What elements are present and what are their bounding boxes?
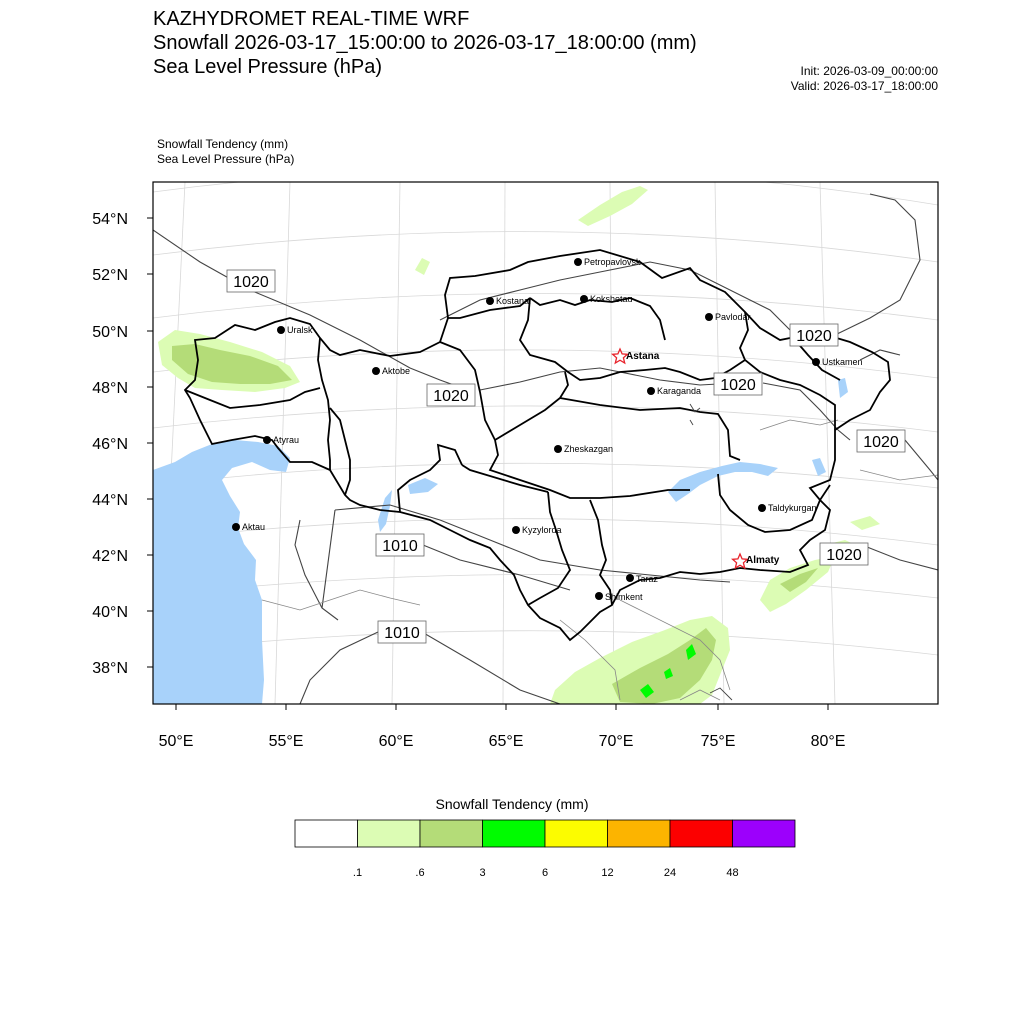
colorbar-label: 6 — [541, 867, 549, 879]
city-dot — [232, 523, 240, 531]
colorbar-bin — [608, 820, 671, 847]
city-label-uralsk: Uralsk — [287, 325, 313, 335]
lon-label: 60°E — [378, 733, 414, 750]
city-dot — [758, 504, 766, 512]
lon-label: 80°E — [810, 733, 846, 750]
city-dot — [486, 297, 494, 305]
city-label-kostanai: Kostanai — [496, 296, 532, 306]
colorbar-bin — [358, 820, 421, 847]
colorbar-bin — [670, 820, 733, 847]
title-line-1: KAZHYDROMET REAL-TIME WRF — [153, 8, 470, 30]
city-label-almaty: Almaty — [746, 555, 780, 566]
city-dot — [512, 526, 520, 534]
city-label-shimkent: Shimkent — [605, 592, 643, 602]
graticule — [153, 169, 938, 704]
city-label-zheskazgan: Zheskazgan — [564, 444, 614, 454]
colorbar-bin — [733, 820, 796, 847]
colorbar-label: .1 — [352, 867, 363, 879]
city-dot — [277, 326, 285, 334]
city-dot — [705, 313, 713, 321]
lat-label: 40°N — [92, 604, 128, 621]
lat-label: 52°N — [92, 267, 128, 284]
city-label-taldykurgan: Taldykurgan — [768, 503, 817, 513]
subtitle-snowfall: Snowfall Tendency (mm) — [157, 137, 289, 151]
city-dot — [580, 295, 588, 303]
city-dot — [626, 574, 634, 582]
city-label-aktau: Aktau — [242, 522, 266, 532]
colorbar-bin — [295, 820, 358, 847]
colorbar-bin — [420, 820, 483, 847]
isobar-label: 1020 — [433, 388, 469, 405]
city-label-karaganda: Karaganda — [657, 386, 702, 396]
lat-label: 44°N — [92, 492, 128, 509]
city-label-taraz: Taraz — [636, 574, 659, 584]
lat-label: 50°N — [92, 324, 128, 341]
city-dot — [812, 358, 820, 366]
city-dot — [647, 387, 655, 395]
lat-label: 54°N — [92, 211, 128, 228]
lat-label: 48°N — [92, 380, 128, 397]
city-label-petropavlovsk: Petropavlovsk — [584, 257, 641, 267]
latitude-labels — [92, 211, 128, 677]
city-dot — [372, 367, 380, 375]
valid-time: Valid: 2026-03-17_18:00:00 — [790, 79, 938, 93]
isobar-label: 1020 — [796, 328, 832, 345]
isobar-label: 1010 — [384, 625, 420, 642]
lon-label: 55°E — [268, 733, 304, 750]
lon-label: 70°E — [598, 733, 634, 750]
lat-label: 42°N — [92, 548, 128, 565]
city-label-aktobe: Aktobe — [382, 366, 411, 376]
city-label-astana: Astana — [626, 351, 660, 362]
isobar-label: 1010 — [382, 538, 418, 555]
subtitle-pressure: Sea Level Pressure (hPa) — [157, 152, 295, 166]
lat-label: 46°N — [92, 436, 128, 453]
isobar-label: 1020 — [233, 274, 269, 291]
city-dot — [595, 592, 603, 600]
colorbar-label: 48 — [726, 867, 739, 879]
colorbar-label: 3 — [479, 867, 486, 879]
lon-label: 65°E — [488, 733, 524, 750]
caspian-sea — [153, 440, 290, 704]
lat-label: 38°N — [92, 660, 128, 677]
colorbar-label: 24 — [663, 867, 677, 879]
colorbar-bin — [545, 820, 608, 847]
longitude-labels — [159, 733, 846, 750]
colorbar — [295, 820, 795, 847]
lon-label: 50°E — [158, 733, 194, 750]
city-label-ustkamen: Ustkamen — [822, 357, 863, 367]
city-dot — [574, 258, 582, 266]
balkhash-lake — [668, 462, 778, 502]
isobar-label: 1020 — [863, 434, 899, 451]
init-time: Init: 2026-03-09_00:00:00 — [800, 64, 938, 78]
city-label-kyzylorda: Kyzylorda — [522, 525, 562, 535]
city-label-atyrau: Atyrau — [273, 435, 300, 445]
colorbar-bin — [483, 820, 546, 847]
water-bodies — [153, 378, 848, 704]
isobar-label: 1020 — [826, 547, 862, 564]
map-frame — [153, 182, 938, 704]
city-dot — [554, 445, 562, 453]
colorbar-title: Snowfall Tendency (mm) — [435, 796, 589, 812]
colorbar-label: .6 — [415, 867, 425, 879]
lon-label: 75°E — [700, 733, 736, 750]
isobar-label: 1020 — [720, 377, 756, 394]
city-dot — [263, 436, 271, 444]
title-line-3: Sea Level Pressure (hPa) — [153, 56, 383, 78]
colorbar-label: 12 — [601, 867, 614, 879]
title-line-2: Snowfall 2026-03-17_15:00:00 to 2026-03-17_18:00:00 (mm) — [153, 32, 697, 54]
city-label-pavlodar: Pavlodar — [715, 312, 751, 322]
city-label-kokshetau: Kokshetau — [590, 294, 633, 304]
